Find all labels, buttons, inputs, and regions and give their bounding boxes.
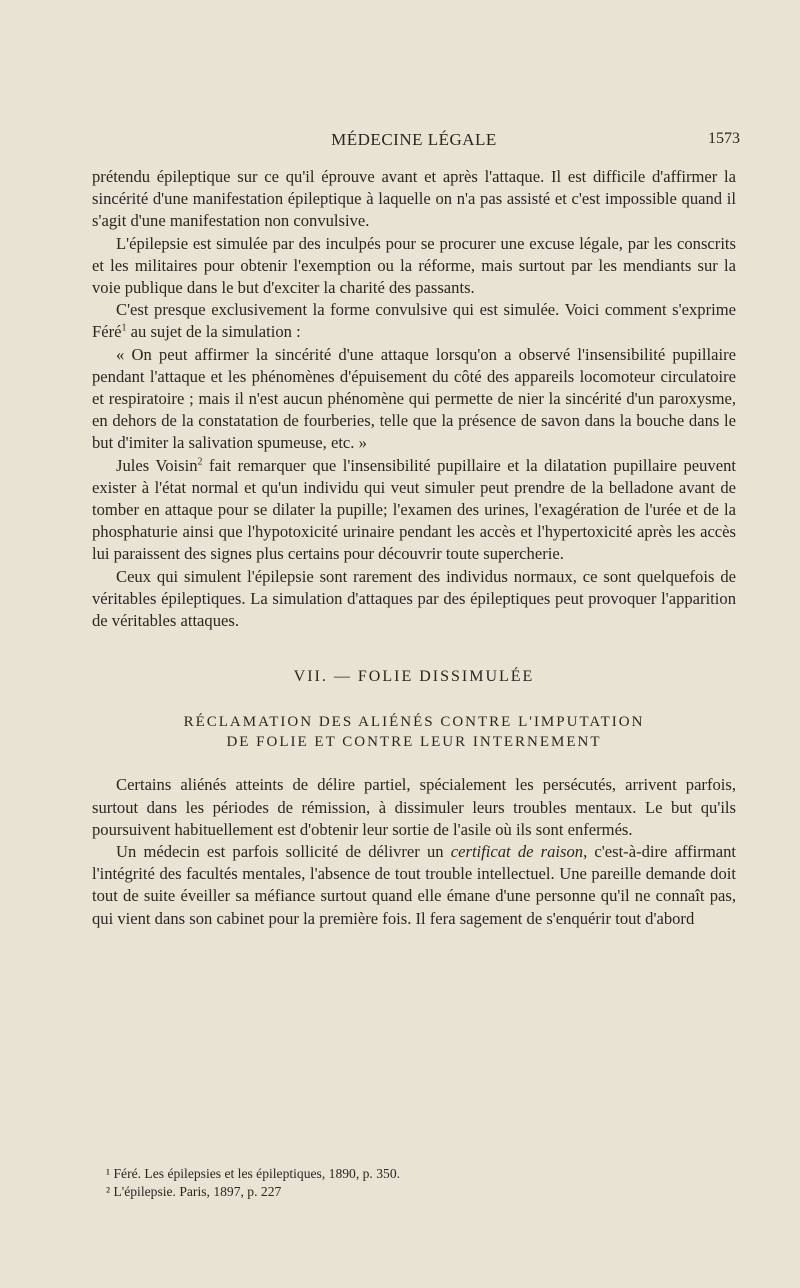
paragraph xyxy=(92,455,736,566)
paragraph-text: Un médecin est parfois sollicité de délivrer un xyxy=(116,842,451,862)
paragraph xyxy=(92,841,736,930)
body-text xyxy=(92,166,736,930)
footnote-ref: 1 xyxy=(121,322,127,334)
paragraph-text: C'est presque exclusivement la forme convulsive qui est simulée. Voici comment s'exprime Féré xyxy=(92,300,736,342)
paragraph: prétendu épileptique sur ce qu'il éprouve avant et après l'attaque. Il est difficile d'affirmer la sincérité d'une manifestation épileptique à laquelle on n'a pas assisté et c'est impossible quand il s'agit d'une manifestation non convulsive. xyxy=(92,167,736,231)
paragraph: L'épilepsie est simulée par des inculpés pour se procurer une excuse légale, par les conscrits et les militaires pour obtenir l'exemption ou la réforme, mais surtout par les mendiants sur la voie publique dans le but d'exciter la charité des passants. xyxy=(92,233,736,298)
subsection-line: DE FOLIE ET CONTRE LEUR INTERNEMENT xyxy=(226,734,602,751)
paragraph-text: au sujet de la simulation : xyxy=(126,322,301,342)
subsection-heading xyxy=(92,712,736,752)
footnotes xyxy=(100,1165,740,1201)
page-number: 1573 xyxy=(708,130,740,147)
footnote-ref: 2 xyxy=(197,456,203,468)
paragraph xyxy=(92,299,736,343)
paragraph: Certains aliénés atteints de délire partiel, spécialement les persécutés, arrivent parfois, surtout dans les périodes de rémission, à dissimuler leurs troubles mentaux. Le but qu'ils poursuivent habituellement est d'obtenir leur sortie de l'asile où ils sont enfermés. xyxy=(92,775,736,839)
page-header xyxy=(88,130,740,154)
quotation: « On peut affirmer la sincérité d'une attaque lorsqu'on a observé l'insensibilité pupillaire pendant l'attaque et les phénomènes d'épuisement du côté des appareils locomoteur circulatoire et respiratoire ; mais il n'est aucun phénomène qui permette de nier la sincérité d'un paroxysme, en dehors de la constatation de fourberies, telle que la présence de savon dans la bouche dans le but d'imiter la salivation spumeuse, etc. » xyxy=(92,344,736,453)
running-title: MÉDECINE LÉGALE xyxy=(331,130,497,149)
footnote: ² L'épilepsie. Paris, 1897, p. 227 xyxy=(106,1184,282,1199)
emphasis: certificat de raison xyxy=(450,842,584,862)
paragraph-text: fait remarquer que l'insensibilité pupillaire et la dilatation pupillaire peuvent exister à l'état normal et qu'un individu qui veut simuler peut prendre de la belladone avant de tomber en attaque pour se dilater la pupille; l'examen des urines, l'exagération de l'urée et de la phosphaturie ainsi que l'hypotoxicité urinaire pendant les accès et l'hypertoxicité après les accès lui paraissent des signes plus certains pour découvrir toute supercherie. xyxy=(92,455,736,564)
subsection-line: RÉCLAMATION DES ALIÉNÉS CONTRE L'IMPUTATION xyxy=(183,714,645,731)
footnote: ¹ Féré. Les épilepsies et les épileptiques, 1890, p. 350. xyxy=(106,1166,401,1181)
paragraph: Ceux qui simulent l'épilepsie sont rarement des individus normaux, ce sont quelquefois de véritables épileptiques. La simulation d'attaques par des épileptiques peut provoquer l'apparition de véritables attaques. xyxy=(92,566,736,631)
paragraph-text: , c'est-à-dire affirmant l'intégrité des facultés mentales, l'absence de tout trouble intellectuel. Une pareille demande doit tout de suite éveiller sa méfiance surtout quand elle émane d'une personne qu'il ne connaît pas, qui vient dans son cabinet pour la première fois. Il fera sagement de s'enquérir tout d'abord xyxy=(92,842,737,928)
section-heading: VII. — FOLIE DISSIMULÉE xyxy=(293,668,535,686)
paragraph-text: Jules Voisin xyxy=(116,455,198,475)
